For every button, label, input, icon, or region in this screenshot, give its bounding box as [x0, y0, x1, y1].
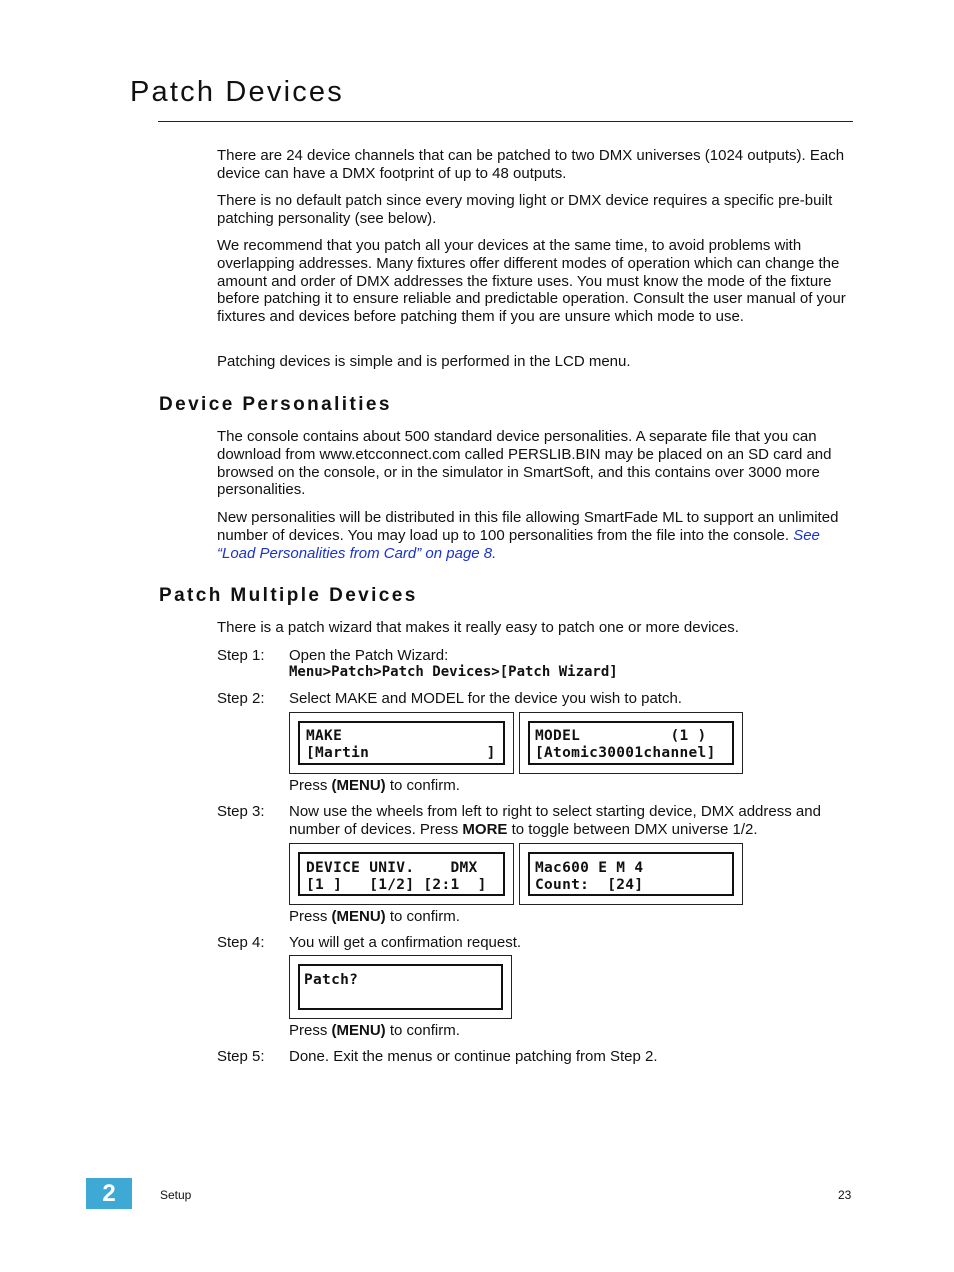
intro-paragraph-1: There are 24 device channels that can be patched to two DMX universes (1024 outputs). Each device can have a DMX footprint of up to 48 outputs. [217, 147, 845, 182]
press-prefix: Press [289, 1022, 332, 1039]
lcd-model-display [519, 712, 743, 774]
step-4-confirm [289, 1022, 859, 1040]
step-1-text: Open the Patch Wizard: [289, 647, 449, 664]
lcd-line-1: Mac600 E M 4 [535, 860, 644, 876]
press-suffix: to confirm. [385, 908, 460, 925]
lcd-make-display [289, 712, 514, 774]
intro-paragraph-4: Patching devices is simple and is performed in the LCD menu. [217, 353, 631, 370]
step-5-label: Step 5: [217, 1048, 265, 1065]
lcd-line-1: MAKE [306, 728, 343, 744]
step-2-text: Select MAKE and MODEL for the device you wish to patch. [289, 690, 682, 707]
lcd-screen [528, 852, 734, 896]
lcd-line-1: DEVICE UNIV. DMX [306, 860, 478, 876]
step-2-label: Step 2: [217, 690, 265, 707]
section-heading-patch-multiple: Patch Multiple Devices [159, 585, 418, 606]
lcd-screen [298, 964, 503, 1010]
press-prefix: Press [289, 908, 332, 925]
page-title: Patch Devices [130, 76, 344, 108]
lcd-line-1: MODEL (1 ) [535, 728, 707, 744]
personalities-paragraph-1: The console contains about 500 standard device personalities. A separate file that you can download from www.etcconnect.com called PERSLIB.BIN may be placed on an SD card and browsed on the console, or in the simulator in SmartSoft, and this contains over 3000 more personalities. [217, 428, 832, 499]
chapter-number-badge: 2 [86, 1178, 132, 1209]
personalities-paragraph-2 [217, 509, 857, 562]
menu-key-label: (MENU) [331, 1022, 386, 1039]
lcd-line-2: [1 ] [1/2] [2:1 ] [306, 877, 487, 893]
step-3-text [289, 803, 859, 839]
menu-key-label: (MENU) [331, 777, 386, 794]
step-4-text: You will get a confirmation request. [289, 934, 522, 951]
press-suffix: to confirm. [385, 1022, 460, 1039]
step-1-menu-path: Menu>Patch>Patch Devices>[Patch Wizard] [289, 664, 618, 680]
lcd-line-1: Patch? [304, 972, 359, 988]
step-3-text-b: to toggle between DMX universe 1/2. [507, 820, 758, 838]
section-heading-device-personalities: Device Personalities [159, 394, 392, 415]
intro-paragraph-2: There is no default patch since every moving light or DMX device requires a specific pre-built patching personality (see below). [217, 192, 833, 227]
footer-page-number: 23 [838, 1188, 852, 1202]
step-3-label: Step 3: [217, 803, 265, 820]
lcd-device-display [289, 843, 514, 905]
lcd-screen [528, 721, 734, 765]
patch-wizard-intro: There is a patch wizard that makes it really easy to patch one or more devices. [217, 619, 739, 636]
press-prefix: Press [289, 777, 332, 794]
lcd-line-2: [Martin ] [306, 745, 496, 761]
menu-key-label: (MENU) [331, 908, 386, 925]
step-4-label: Step 4: [217, 934, 265, 951]
lcd-screen [298, 721, 505, 765]
personalities-paragraph-2-text: New personalities will be distributed in this file allowing SmartFade ML to support an unlimited number of devices. You may load up to 100 personalities from the file into the console. [217, 509, 839, 544]
lcd-patch-confirm-display [289, 955, 512, 1019]
lcd-line-2: Count: [24] [535, 877, 644, 893]
load-personalities-link[interactable]: See “Load Personalities from Card” on page 8. [217, 526, 820, 562]
title-divider [158, 121, 853, 122]
step-3-confirm [289, 908, 859, 926]
step-5-text: Done. Exit the menus or continue patching from Step 2. [289, 1048, 658, 1065]
step-1-label: Step 1: [217, 647, 265, 664]
intro-paragraph-3: We recommend that you patch all your devices at the same time, to avoid problems with overlapping addresses. Many fixtures offer different modes of operation which can change the amount and order of DMX addresses the fixture uses. You must know the mode of the fixture before patching it to ensure reliable and predictable operation. Consult the user manual of your fixtures and devices before patching them if you are unsure which mode to use. [217, 237, 846, 326]
lcd-screen [298, 852, 505, 896]
lcd-count-display [519, 843, 743, 905]
footer-section-name: Setup [160, 1188, 192, 1202]
lcd-line-2: [Atomic30001channel] [535, 745, 716, 761]
press-suffix: to confirm. [385, 777, 460, 794]
more-key-label: MORE [462, 820, 508, 838]
step-3-text-a: Now use the wheels from left to right to select starting device, DMX address and number of devices. Press [289, 803, 821, 838]
step-2-confirm [289, 777, 859, 795]
